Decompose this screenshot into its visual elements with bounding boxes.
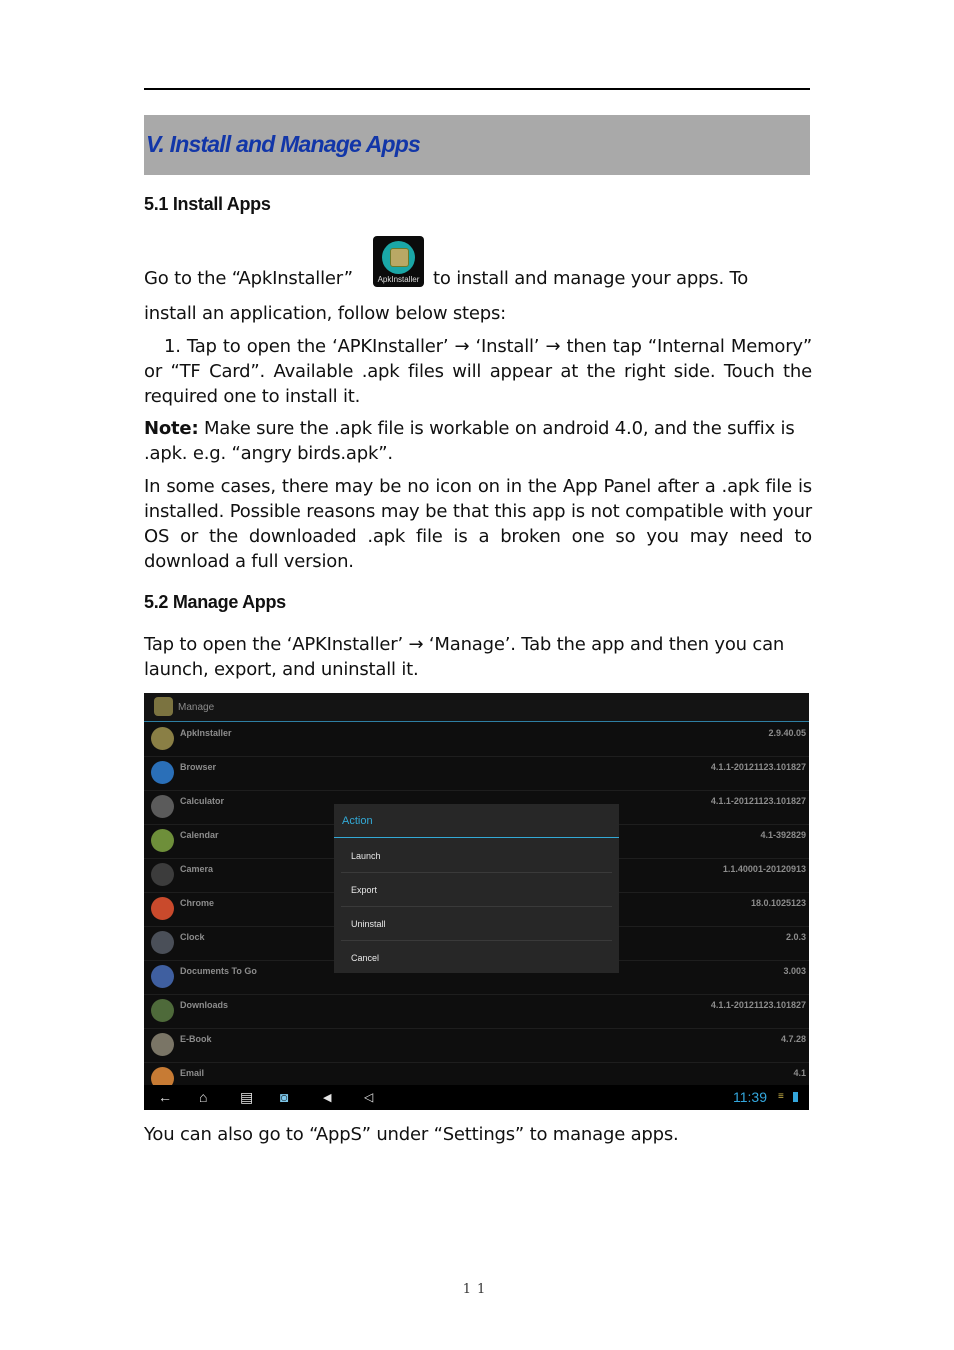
install-paragraph: In some cases, there may be no icon on in the App Panel after a .apk file is installed. Possible reasons may be that this app is not compatible with your OS or the downloaded .apk file is a broken one so you may need to download a full version. — [144, 476, 812, 572]
camera-icon[interactable]: ◙ — [280, 1089, 289, 1105]
app-name: ApkInstaller — [180, 728, 232, 738]
app-icon — [151, 965, 174, 988]
recent-apps-icon[interactable]: ▤ — [240, 1089, 254, 1105]
apkinstaller-icon — [373, 236, 424, 287]
export-option[interactable]: Export — [351, 885, 378, 895]
app-icon — [151, 761, 174, 784]
note-label: Note: — [144, 418, 199, 439]
system-navbar — [144, 1085, 809, 1110]
action-dialog-title: Action — [342, 815, 373, 827]
app-icon — [151, 897, 174, 920]
app-version: 1.1.40001-20120913 — [722, 864, 806, 874]
apkinstaller-icon-caption: ApkInstaller — [377, 275, 420, 284]
install-note — [144, 416, 804, 466]
app-version: 4.7.28 — [780, 1034, 806, 1044]
install-intro-after: to install and manage your apps. To — [433, 268, 749, 289]
app-icon — [151, 931, 174, 954]
app-version: 3.003 — [783, 966, 806, 976]
manage-after-paragraph: You can also go to “AppS” under “Settings” to manage apps. — [144, 1124, 679, 1145]
screenshot-title: Manage — [178, 702, 215, 713]
app-icon — [151, 999, 174, 1022]
app-name: Browser — [180, 762, 217, 772]
home-icon[interactable]: ⌂ — [199, 1089, 208, 1105]
app-version: 18.0.1025123 — [750, 898, 806, 908]
section-heading-manage: 5.2 Manage Apps — [144, 592, 286, 612]
page-number: 11 — [462, 1282, 492, 1297]
screenshot-topbar — [144, 693, 809, 722]
install-step-1: 1. Tap to open the ‘APKInstaller’ → ‘Install’ → then tap “Internal Memory” or “TF Card”. Available .apk files will appear at the right side. Touch the required one to install it. — [144, 336, 812, 407]
header-rule — [144, 88, 810, 90]
manage-screenshot — [144, 693, 809, 1110]
app-version: 2.9.40.05 — [768, 728, 806, 738]
app-icon — [151, 795, 174, 818]
install-intro-line2: install an application, follow below steps: — [144, 303, 507, 324]
app-name: Calculator — [180, 796, 225, 806]
cancel-option[interactable]: Cancel — [351, 953, 380, 963]
battery-icon — [793, 1092, 798, 1102]
app-icon — [151, 1033, 174, 1056]
back-icon[interactable]: ← — [158, 1089, 172, 1105]
apkinstaller-app-icon — [154, 697, 173, 716]
chapter-title: V. Install and Manage Apps — [146, 131, 421, 157]
wifi-icon: ≡ — [778, 1091, 784, 1102]
app-icon — [151, 829, 174, 852]
app-version: 4.1 — [793, 1068, 806, 1078]
app-row[interactable] — [144, 756, 809, 791]
app-name: Chrome — [180, 898, 215, 908]
clock-time: 11:39 — [733, 1089, 767, 1105]
app-name: Camera — [180, 864, 214, 874]
volume-up-icon[interactable]: ◁ — [364, 1090, 374, 1104]
chapter-banner — [144, 115, 810, 175]
app-name: Clock — [180, 932, 205, 942]
app-name: Documents To Go — [180, 966, 257, 976]
app-icon — [151, 727, 174, 750]
note-text: Make sure the .apk file is workable on android 4.0, and the suffix is .apk. e.g. “angry birds.apk”. — [144, 418, 795, 464]
app-name: E-Book — [180, 1034, 212, 1044]
app-name: Calendar — [180, 830, 219, 840]
app-row[interactable] — [144, 722, 809, 757]
app-row[interactable] — [144, 994, 809, 1029]
app-version: 4.1.1-20121123.101827 — [710, 762, 806, 772]
launch-option[interactable]: Launch — [351, 851, 381, 861]
app-version: 4.1-392829 — [760, 830, 806, 840]
app-version: 2.0.3 — [785, 932, 806, 942]
app-icon — [151, 863, 174, 886]
uninstall-option[interactable]: Uninstall — [351, 919, 386, 929]
app-name: Email — [180, 1068, 205, 1078]
app-name: Downloads — [180, 1000, 229, 1010]
install-intro-before: Go to the “ApkInstaller” — [144, 268, 353, 289]
app-row[interactable] — [144, 1028, 809, 1063]
section-heading-install: 5.1 Install Apps — [144, 194, 271, 214]
app-version: 4.1.1-20121123.101827 — [710, 796, 806, 806]
app-version: 4.1.1-20121123.101827 — [710, 1000, 806, 1010]
manage-paragraph: Tap to open the ‘APKInstaller’ → ‘Manage’. Tab the app and then you can launch, export, and uninstall it. — [144, 634, 785, 680]
volume-down-icon[interactable]: ◀ — [323, 1092, 332, 1104]
action-dialog — [334, 804, 619, 973]
